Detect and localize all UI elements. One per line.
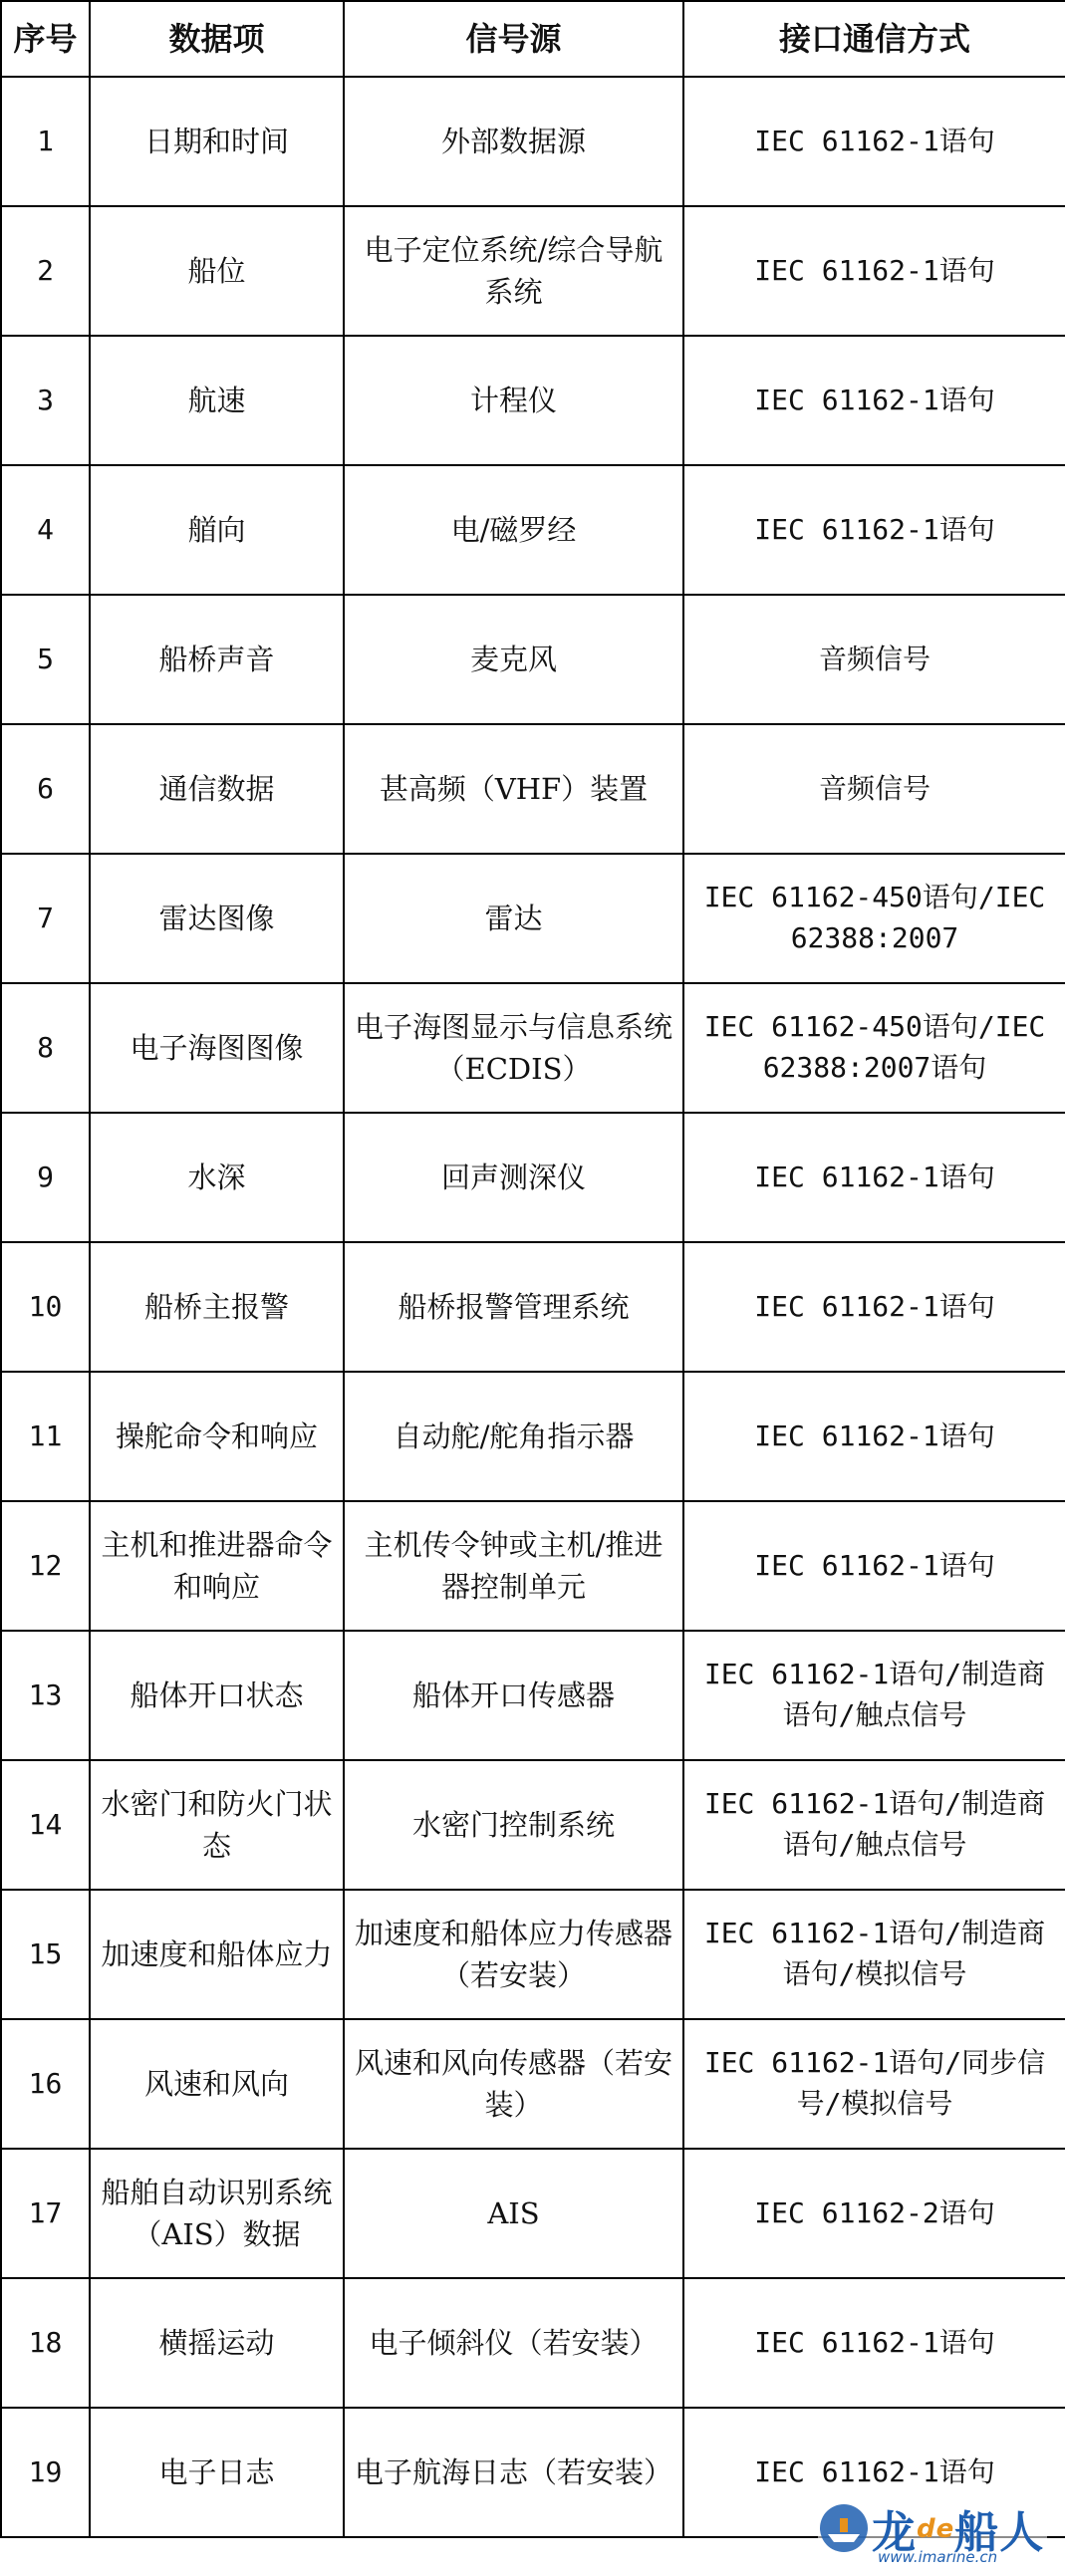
cell-item: 船体开口状态: [90, 1631, 344, 1760]
cell-source: 加速度和船体应力传感器（若安装）: [344, 1890, 683, 2019]
cell-item: 航速: [90, 336, 344, 465]
cell-no: 12: [1, 1501, 90, 1631]
cell-source: 风速和风向传感器（若安装）: [344, 2019, 683, 2149]
table-row: [1, 2278, 1065, 2408]
header-row: [1, 1, 1065, 77]
cell-item: 电子海图图像: [90, 983, 344, 1113]
cell-item: 船舶自动识别系统（AIS）数据: [90, 2149, 344, 2278]
table-row: [1, 206, 1065, 336]
header-no: 序号: [1, 1, 90, 77]
cell-no: 16: [1, 2019, 90, 2149]
cell-source: 甚高频（VHF）装置: [344, 724, 683, 854]
cell-no: 11: [1, 1372, 90, 1501]
cell-no: 10: [1, 1242, 90, 1372]
cell-item: 船位: [90, 206, 344, 336]
cell-item: 雷达图像: [90, 854, 344, 983]
cell-source: 主机传令钟或主机/推进器控制单元: [344, 1501, 683, 1631]
table-row: [1, 1242, 1065, 1372]
cell-interface: 音频信号: [683, 724, 1065, 854]
cell-interface: IEC 61162-450语句/IEC 62388:2007语句: [683, 983, 1065, 1113]
cell-item: 通信数据: [90, 724, 344, 854]
cell-interface: IEC 61162-1语句/制造商语句/模拟信号: [683, 1890, 1065, 2019]
cell-source: 电子定位系统/综合导航系统: [344, 206, 683, 336]
table-row: [1, 1113, 1065, 1242]
watermark-logo: [818, 2496, 1047, 2566]
cell-source: 回声测深仪: [344, 1113, 683, 1242]
cell-no: 18: [1, 2278, 90, 2408]
cell-item: 水密门和防火门状态: [90, 1760, 344, 1890]
cell-interface: IEC 61162-2语句: [683, 2149, 1065, 2278]
table-row: [1, 1890, 1065, 2019]
table-row: [1, 595, 1065, 724]
cell-interface: IEC 61162-1语句: [683, 1372, 1065, 1501]
cell-no: 6: [1, 724, 90, 854]
cell-source: 计程仪: [344, 336, 683, 465]
cell-no: 5: [1, 595, 90, 724]
cell-item: 艏向: [90, 465, 344, 595]
cell-source: AIS: [344, 2149, 683, 2278]
cell-interface: IEC 61162-1语句: [683, 77, 1065, 206]
cell-item: 横摇运动: [90, 2278, 344, 2408]
header-interface: 接口通信方式: [683, 1, 1065, 77]
cell-item: 加速度和船体应力: [90, 1890, 344, 2019]
cell-interface: IEC 61162-1语句/同步信号/模拟信号: [683, 2019, 1065, 2149]
cell-item: 风速和风向: [90, 2019, 344, 2149]
cell-source: 水密门控制系统: [344, 1760, 683, 1890]
cell-item: 船桥主报警: [90, 1242, 344, 1372]
cell-no: 2: [1, 206, 90, 336]
table-row: [1, 465, 1065, 595]
cell-interface: IEC 61162-1语句/制造商语句/触点信号: [683, 1631, 1065, 1760]
table-row: [1, 77, 1065, 206]
cell-source: 电子海图显示与信息系统（ECDIS）: [344, 983, 683, 1113]
cell-interface: IEC 61162-1语句: [683, 2278, 1065, 2408]
cell-no: 19: [1, 2408, 90, 2537]
table-row: [1, 983, 1065, 1113]
cell-interface: IEC 61162-1语句: [683, 465, 1065, 595]
table-row: [1, 336, 1065, 465]
cell-source: 外部数据源: [344, 77, 683, 206]
header-item: 数据项: [90, 1, 344, 77]
cell-source: 船桥报警管理系统: [344, 1242, 683, 1372]
cell-source: 船体开口传感器: [344, 1631, 683, 1760]
ship-icon: [818, 2502, 870, 2554]
cell-interface: IEC 61162-1语句: [683, 206, 1065, 336]
cell-item: 电子日志: [90, 2408, 344, 2537]
cell-source: 电子航海日志（若安装）: [344, 2408, 683, 2537]
cell-no: 4: [1, 465, 90, 595]
cell-item: 操舵命令和响应: [90, 1372, 344, 1501]
cell-interface: 音频信号: [683, 595, 1065, 724]
watermark-site: www.imarine.cn: [878, 2548, 998, 2566]
cell-item: 水深: [90, 1113, 344, 1242]
cell-no: 15: [1, 1890, 90, 2019]
cell-interface: IEC 61162-1语句: [683, 1242, 1065, 1372]
cell-source: 雷达: [344, 854, 683, 983]
cell-no: 13: [1, 1631, 90, 1760]
table-body: [1, 77, 1065, 2537]
cell-source: 电子倾斜仪（若安装）: [344, 2278, 683, 2408]
table-row: [1, 1631, 1065, 1760]
cell-interface: IEC 61162-1语句/制造商语句/触点信号: [683, 1760, 1065, 1890]
cell-interface: IEC 61162-450语句/IEC 62388:2007: [683, 854, 1065, 983]
cell-source: 麦克风: [344, 595, 683, 724]
cell-no: 7: [1, 854, 90, 983]
table-row: [1, 724, 1065, 854]
cell-item: 船桥声音: [90, 595, 344, 724]
watermark-brand: 龙$^{de}$船人: [872, 2507, 1045, 2558]
table-row: [1, 854, 1065, 983]
table-row: [1, 2019, 1065, 2149]
header-source: 信号源: [344, 1, 683, 77]
table-row: [1, 1760, 1065, 1890]
cell-interface: IEC 61162-1语句: [683, 2408, 1065, 2537]
table-row: [1, 1501, 1065, 1631]
cell-no: 14: [1, 1760, 90, 1890]
cell-interface: IEC 61162-1语句: [683, 1501, 1065, 1631]
cell-no: 1: [1, 77, 90, 206]
cell-no: 8: [1, 983, 90, 1113]
table-row: [1, 1372, 1065, 1501]
cell-source: 自动舵/舵角指示器: [344, 1372, 683, 1501]
cell-interface: IEC 61162-1语句: [683, 1113, 1065, 1242]
cell-interface: IEC 61162-1语句: [683, 336, 1065, 465]
cell-source: 电/磁罗经: [344, 465, 683, 595]
cell-no: 9: [1, 1113, 90, 1242]
cell-item: 日期和时间: [90, 77, 344, 206]
cell-no: 17: [1, 2149, 90, 2278]
cell-no: 3: [1, 336, 90, 465]
table-row: [1, 2149, 1065, 2278]
cell-item: 主机和推进器命令和响应: [90, 1501, 344, 1631]
